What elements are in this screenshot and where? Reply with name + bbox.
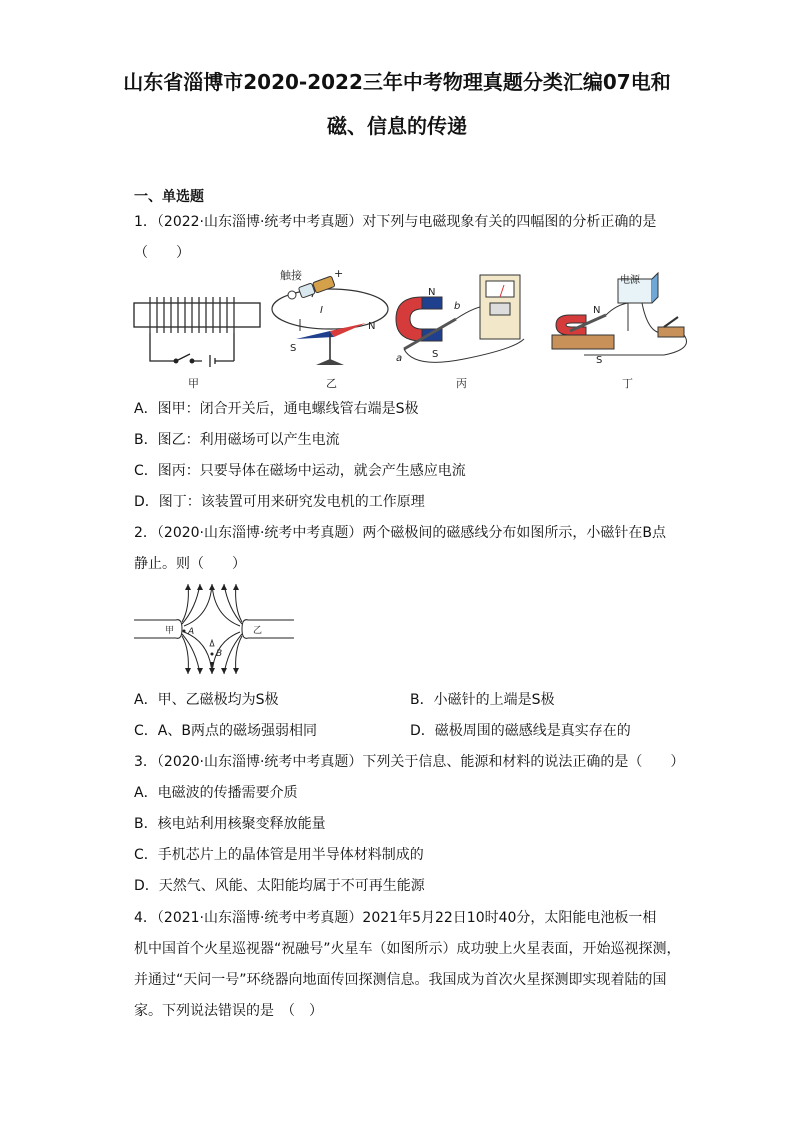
figure-jia-label: 甲 [188,377,199,390]
q1-figures [130,265,690,395]
q2-figure [132,582,302,682]
q1-stem-line1: 1．（2022·山东淄博·统考中考真题）对下列与电磁现象有关的四幅图的分析正确的是 [134,214,657,230]
q1-stem-line2: （ ） [134,245,190,261]
power-label: 电源 [620,275,640,286]
q1-option-d: D．图丁：该装置可用来研究发电机的工作原理 [134,494,425,510]
q3-option-d: D．天然气、风能、太阳能均属于不可再生能源 [134,878,425,894]
q1-option-b: B．图乙：利用磁场可以产生电流 [134,432,340,448]
touch-label: 触接 [280,269,302,282]
figure-ding [552,273,687,390]
q1-option-a: A．图甲：闭合开关后，通电螺线管右端是S极 [134,401,419,417]
q4-stem-line2: 机中国首个火星巡视器“祝融号”火星车（如图所示）成功驶上火星表面，开始巡视探测， [134,941,681,957]
q2-point-a-label: A [188,627,195,637]
q4-stem-line3: 并通过“天问一号”环绕器向地面传回探测信息。我国成为首次火星探测即实现着陆的国 [134,972,667,988]
bing-a-label: a [396,353,403,364]
q4-stem-line4: 家。下列说法错误的是 （ ） [134,1003,323,1019]
figure-yi-label: 乙 [326,377,337,390]
bing-n-label: N [428,287,436,298]
q3-option-a: A．电磁波的传播需要介质 [134,785,298,801]
figure-ding-label: 丁 [622,377,633,390]
bing-s-label: S [432,349,439,360]
figure-yi [272,267,388,390]
bing-b-label: b [454,301,461,312]
q4-stem-line1: 4．（2021·山东淄博·统考中考真题）2021年5月22日10时40分，太阳能电池板一相 [134,910,657,926]
yi-n-label: N [368,321,376,332]
current-label: I [320,305,323,316]
q2-right-pole-label: 乙 [253,626,263,636]
q3-option-c: C．手机芯片上的晶体管是用半导体材料制成的 [134,847,424,863]
q2-point-b-label: B [216,649,223,659]
q2-stem-line2: 静止。则（ ） [134,556,246,572]
figure-bing [396,275,524,390]
q1-option-c: C．图丙：只要导体在磁场中运动，就会产生感应电流 [134,463,466,479]
q2-option-d: D．磁极周围的磁感线是真实存在的 [410,723,631,739]
figure-bing-label: 丙 [456,377,467,390]
q2-left-pole-label: 甲 [165,626,175,636]
doc-title-line2: 磁、信息的传递 [327,114,467,138]
q2-option-b: B．小磁针的上端是S极 [410,692,555,708]
ding-n-label: N [593,305,601,316]
q2-option-a: A．甲、乙磁极均为S极 [134,692,279,708]
q2-option-c: C．A、B两点的磁场强弱相同 [134,723,317,739]
q3-option-b: B．核电站利用核聚变释放能量 [134,816,326,832]
section-heading: 一、单选题 [134,189,204,205]
ding-s-label: S [596,355,603,366]
figure-jia [134,297,260,390]
q2-stem-line1: 2．（2020·山东淄博·统考中考真题）两个磁极间的磁感线分布如图所示，小磁针在B点 [134,525,667,541]
doc-title-line1: 山东省淄博市2020-2022三年中考物理真题分类汇编07电和 [123,70,671,94]
plus-label: + [334,267,344,280]
yi-s-label: S [290,343,297,354]
q3-stem: 3．（2020·山东淄博·统考中考真题）下列关于信息、能源和材料的说法正确的是（ ） [134,754,685,770]
